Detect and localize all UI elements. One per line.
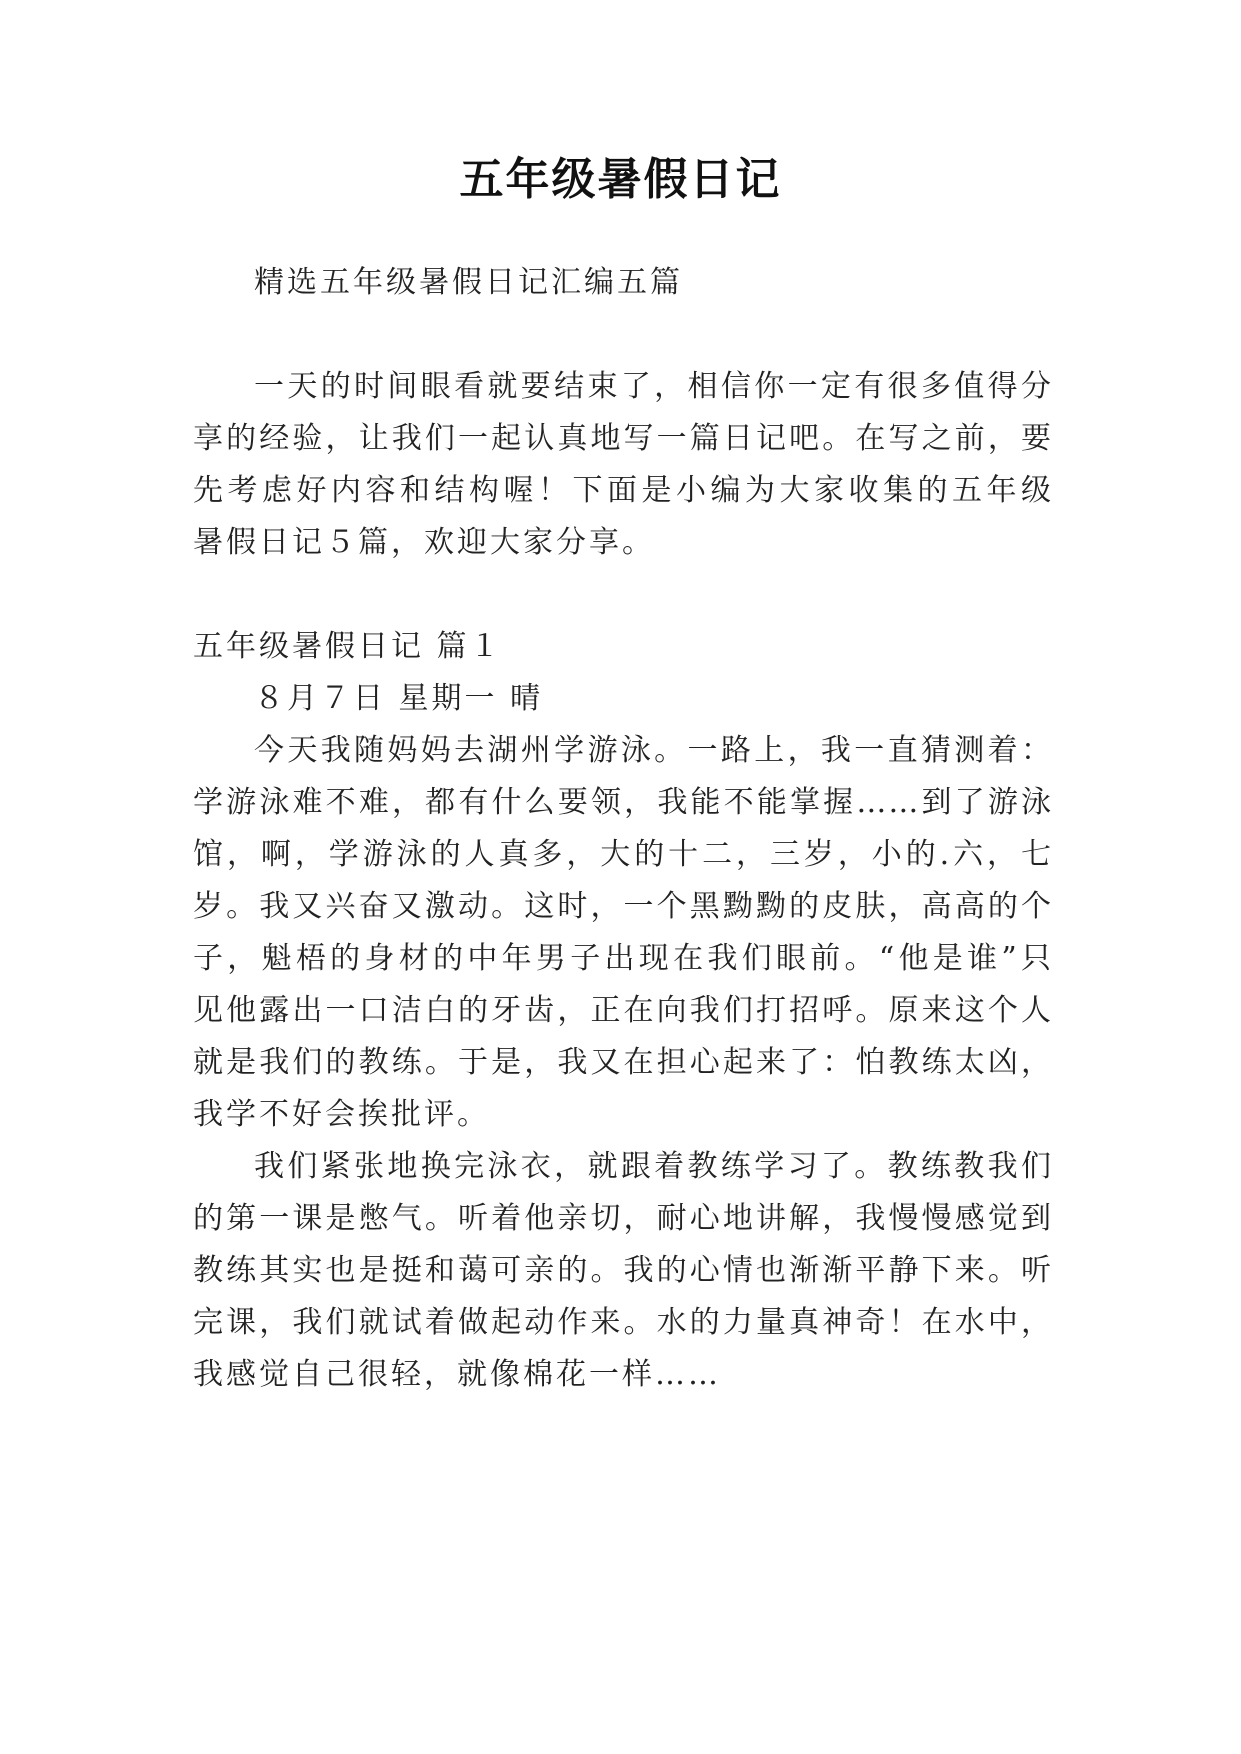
intro-line: 一天的时间眼看就要结束了，相信你一定有很多值得分 bbox=[254, 369, 1053, 404]
paragraph-line: 就是我们的教练。于是，我又在担心起来了：怕教练太凶， bbox=[193, 1045, 1053, 1080]
section-heading: 五年级暑假日记 篇１ bbox=[193, 629, 503, 664]
paragraph-line: 岁。我又兴奋又激动。这时，一个黑黝黝的皮肤，高高的个 bbox=[193, 889, 1053, 924]
paragraph-line: 教练其实也是挺和蔼可亲的。我的心情也渐渐平静下来。听 bbox=[193, 1253, 1053, 1288]
paragraph-line: 我们紧张地换完泳衣，就跟着教练学习了。教练教我们 bbox=[254, 1149, 1053, 1184]
paragraph-line: 完课，我们就试着做起动作来。水的力量真神奇！在水中， bbox=[193, 1305, 1053, 1340]
document-subtitle: 精选五年级暑假日记汇编五篇 bbox=[254, 265, 683, 300]
paragraph-line: 学游泳难不难，都有什么要领，我能不能掌握……到了游泳 bbox=[193, 785, 1053, 820]
paragraph-line: 我学不好会挨批评。 bbox=[193, 1097, 490, 1132]
document-title: 五年级暑假日记 bbox=[459, 154, 782, 205]
paragraph-line: 见他露出一口洁白的牙齿，正在向我们打招呼。原来这个人 bbox=[193, 993, 1053, 1028]
paragraph-line: 子，魁梧的身材的中年男子出现在我们眼前。“他是谁”只 bbox=[193, 941, 1053, 976]
date-line: ８月７日 星期一 晴 bbox=[254, 681, 544, 716]
intro-line: 暑假日记５篇，欢迎大家分享。 bbox=[193, 525, 655, 560]
intro-line: 先考虑好内容和结构喔！下面是小编为大家收集的五年级 bbox=[193, 473, 1053, 508]
paragraph-line: 我感觉自己很轻，就像棉花一样…… bbox=[193, 1357, 721, 1392]
paragraph-line: 馆，啊，学游泳的人真多，大的十二，三岁，小的.六，七 bbox=[193, 837, 1053, 872]
paragraph-line: 今天我随妈妈去湖州学游泳。一路上，我一直猜测着： bbox=[254, 733, 1053, 768]
intro-line: 享的经验，让我们一起认真地写一篇日记吧。在写之前，要 bbox=[193, 421, 1053, 456]
paragraph-line: 的第一课是憋气。听着他亲切，耐心地讲解，我慢慢感觉到 bbox=[193, 1201, 1053, 1236]
